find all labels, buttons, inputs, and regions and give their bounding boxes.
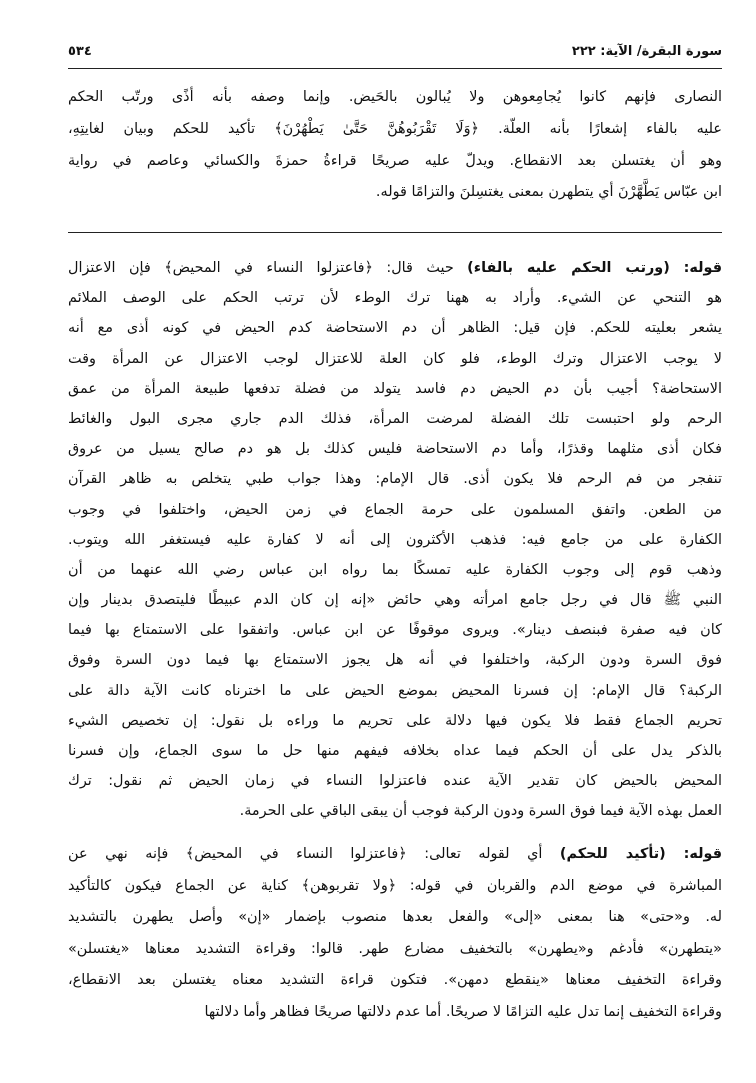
- commentary-line: [68, 902, 722, 934]
- commentary-text: الكفارة على من جامع فيه: فذهب الأكثرون إلى أنه لا كفارة عليه فيستغفر الله ويتوب.: [68, 531, 722, 548]
- commentary-text: فوق السرة ودون الركبة، واختلفوا في أنه هل يجوز الاستمتاع بها فيما دون السرة وفوق: [68, 652, 722, 669]
- text-line: ابن عبّاس يَطَّهَّرْنَ أي يتطهرن بمعنى يغتسِلنَ والتزامًا قوله.: [375, 184, 722, 201]
- commentary-line: [68, 965, 722, 997]
- text-line: وهو أن يغتسلن بعد الانقطاع. ويدلّ عليه صريحًا قراءةُ حمزةَ والكسائي وعاصم في رواية: [68, 152, 722, 169]
- commentary-text: الاستحاضة؟ أجيب بأن دم الحيض دم فاسد يتولد من فضلة تدفعها طبيعة المرأة من عمق: [68, 380, 722, 397]
- commentary-line: [68, 283, 722, 313]
- commentary-line: [68, 434, 722, 464]
- commentary-line: [68, 344, 722, 374]
- commentary-line: [68, 495, 722, 525]
- text-line: النصارى فإنهم كانوا يُجامِعوهن ولا يُبالون بالحَيض. وإنما وصفه بأنه أذًى ورتّب الحكم: [68, 89, 722, 105]
- commentary-text: وقراءة التخفيف معناها «ينقطع دمهن». فتكون قراءة التشديد معناه يغتسلن بعد الانقطاع،: [68, 972, 722, 989]
- commentary-lead: قوله: (تأكيد للحكم): [559, 846, 722, 862]
- commentary-line: [68, 934, 722, 966]
- commentary-text: هو التنحي عن الشيء. وأراد به ههنا ترك الوطء لأن ترتب الحكم على الوصف الملائم: [68, 290, 722, 307]
- page-number: ٥٣٤: [68, 44, 92, 59]
- commentary-text: تنفجر من فم الرحم فلا يكون أذى. قال الإمام: وهذا جواب طبي يتخلص به ظاهر القرآن: [68, 471, 722, 488]
- commentary-line: [68, 706, 722, 736]
- running-header: [68, 44, 722, 66]
- commentary-text: تحريم الجماع فقط فلا يكون فيها دلالة على تحريم ما وراءه بل نقول: إن تخصيص الشيء: [68, 712, 722, 729]
- commentary-line: [68, 464, 722, 494]
- commentary-lead: قوله: (ورتب الحكم عليه بالفاء): [467, 260, 722, 276]
- commentary-text: وذهب قوم إلى وجوب الكفارة عليه تمسكًا بما رواه ابن عباس رضي الله عنهما من أن: [68, 561, 722, 578]
- commentary-text: أي لقوله تعالى: ﴿فاعتزلوا النساء في المحيض﴾ فإنه نهي عن: [68, 846, 560, 862]
- commentary-text: حيث قال: ﴿فاعتزلوا النساء في المحيض﴾ فإن الاعتزال: [68, 260, 468, 276]
- commentary-text: العمل بهذه الآية فيما فوق السرة ودون الركبة فوجب أن يبقى الباقي على الحرمة.: [239, 803, 722, 820]
- commentary-line: [68, 555, 722, 585]
- commentary-line: [68, 313, 722, 343]
- commentary-line: [68, 404, 722, 434]
- commentary-text: لا يوجب الاعتزال وترك الوطء، فلو كان العلة للاعتزال لوجب الاعتزال عن المرأة وقت: [68, 350, 722, 367]
- commentary-text: بالذكر يدل على أن الحكم فيما عداه بخلافه فيفهم منها حل ما سوى الجماع، وإن فسرنا: [68, 743, 722, 759]
- commentary-line: [68, 253, 722, 283]
- commentary-line: [68, 796, 722, 826]
- separator-rule: [68, 232, 722, 233]
- commentary-text: فكان أذى مثلهما وقذرًا، وأما دم الاستحاضة فليس كذلك بل هو دم صالح يسيل من عروق: [68, 441, 722, 458]
- commentary-paragraph-2: [68, 839, 722, 1029]
- commentary-text: كان فيه صفرة فبنصف دينار». ويروى موقوفًا عن ابن عباس. واتفقوا على الاستمتاع بها فيما: [68, 622, 722, 639]
- commentary-line: [68, 676, 722, 706]
- commentary-paragraph-1: [68, 253, 722, 827]
- commentary-line: [68, 997, 722, 1029]
- commentary-line: [68, 615, 722, 645]
- commentary-text: «يتطهرن» فأدغم و«يطهرن» بالتخفيف مضارع طهر. قالوا: وقراءة التشديد معناها «يغتسلن»: [68, 940, 722, 957]
- commentary-text: المباشرة في موضع الدم والقربان في قوله: ﴿ولا تقربوهن﴾ كناية عن الجماع فيكون كالتأكيد: [68, 877, 722, 894]
- commentary-line: [68, 871, 722, 903]
- commentary-text: النبي ﷺ قال في رجل جامع امرأته وهي حائض «إنه إن كان الدم عبيطًا فليتصدق بدينار وإن: [68, 592, 722, 609]
- commentary-line: [68, 736, 722, 766]
- commentary-line: [68, 585, 722, 615]
- header-rule: [68, 68, 722, 69]
- commentary-text: من الطعن. واتفق المسلمون على حرمة الجماع في زمن الحيض، واختلفوا في وجوب: [68, 501, 722, 518]
- commentary-line: [68, 766, 722, 796]
- commentary-text: الرحم ولو احتبست تلك الفضلة لمرضت المرأة، فذلك الدم جاري مجرى البول والغائط: [68, 410, 722, 427]
- surah-title: سورة البقرة/ الآية: ٢٢٢: [571, 44, 722, 59]
- commentary-text: المحيض بالحيض كان تقدير الآية عنده فاعتزلوا النساء في زمان الحيض ثم نقول: ترك: [68, 773, 722, 790]
- commentary-text: له. و«حتى» هنا بمعنى «إلى» والفعل بعدها منصوب بإضمار «إن» وأصل يطهرن بالتشديد: [68, 909, 722, 926]
- commentary-text: الركبة؟ قال الإمام: إن فسرنا المحيض بموضع الحيض على ما اخترناه كانت الآية دالة على: [68, 682, 722, 699]
- commentary-text: وقراءة التخفيف إنما تدل عليه التزامًا لا صريحًا. أما عدم دلالتها صريحًا فظاهر وأما دلالتها: [204, 1003, 722, 1020]
- commentary-line: [68, 525, 722, 555]
- main-text: [68, 82, 722, 209]
- commentary-line: [68, 839, 722, 871]
- text-line: عليه بالفاء إشعارًا بأنه العلّة. ﴿وَلَا تَقْرَبُوهُنَّ حَتَّىٰ يَطْهُرْنَ﴾ تأكيد للحكم وبيان لغايتِهِ،: [68, 120, 722, 137]
- commentary-line: [68, 645, 722, 675]
- commentary-text: يشعر بعليته للحكم. فإن قيل: الظاهر أن دم الاستحاضة كدم الحيض في كونه أذى مع أنه: [68, 320, 722, 337]
- commentary-line: [68, 374, 722, 404]
